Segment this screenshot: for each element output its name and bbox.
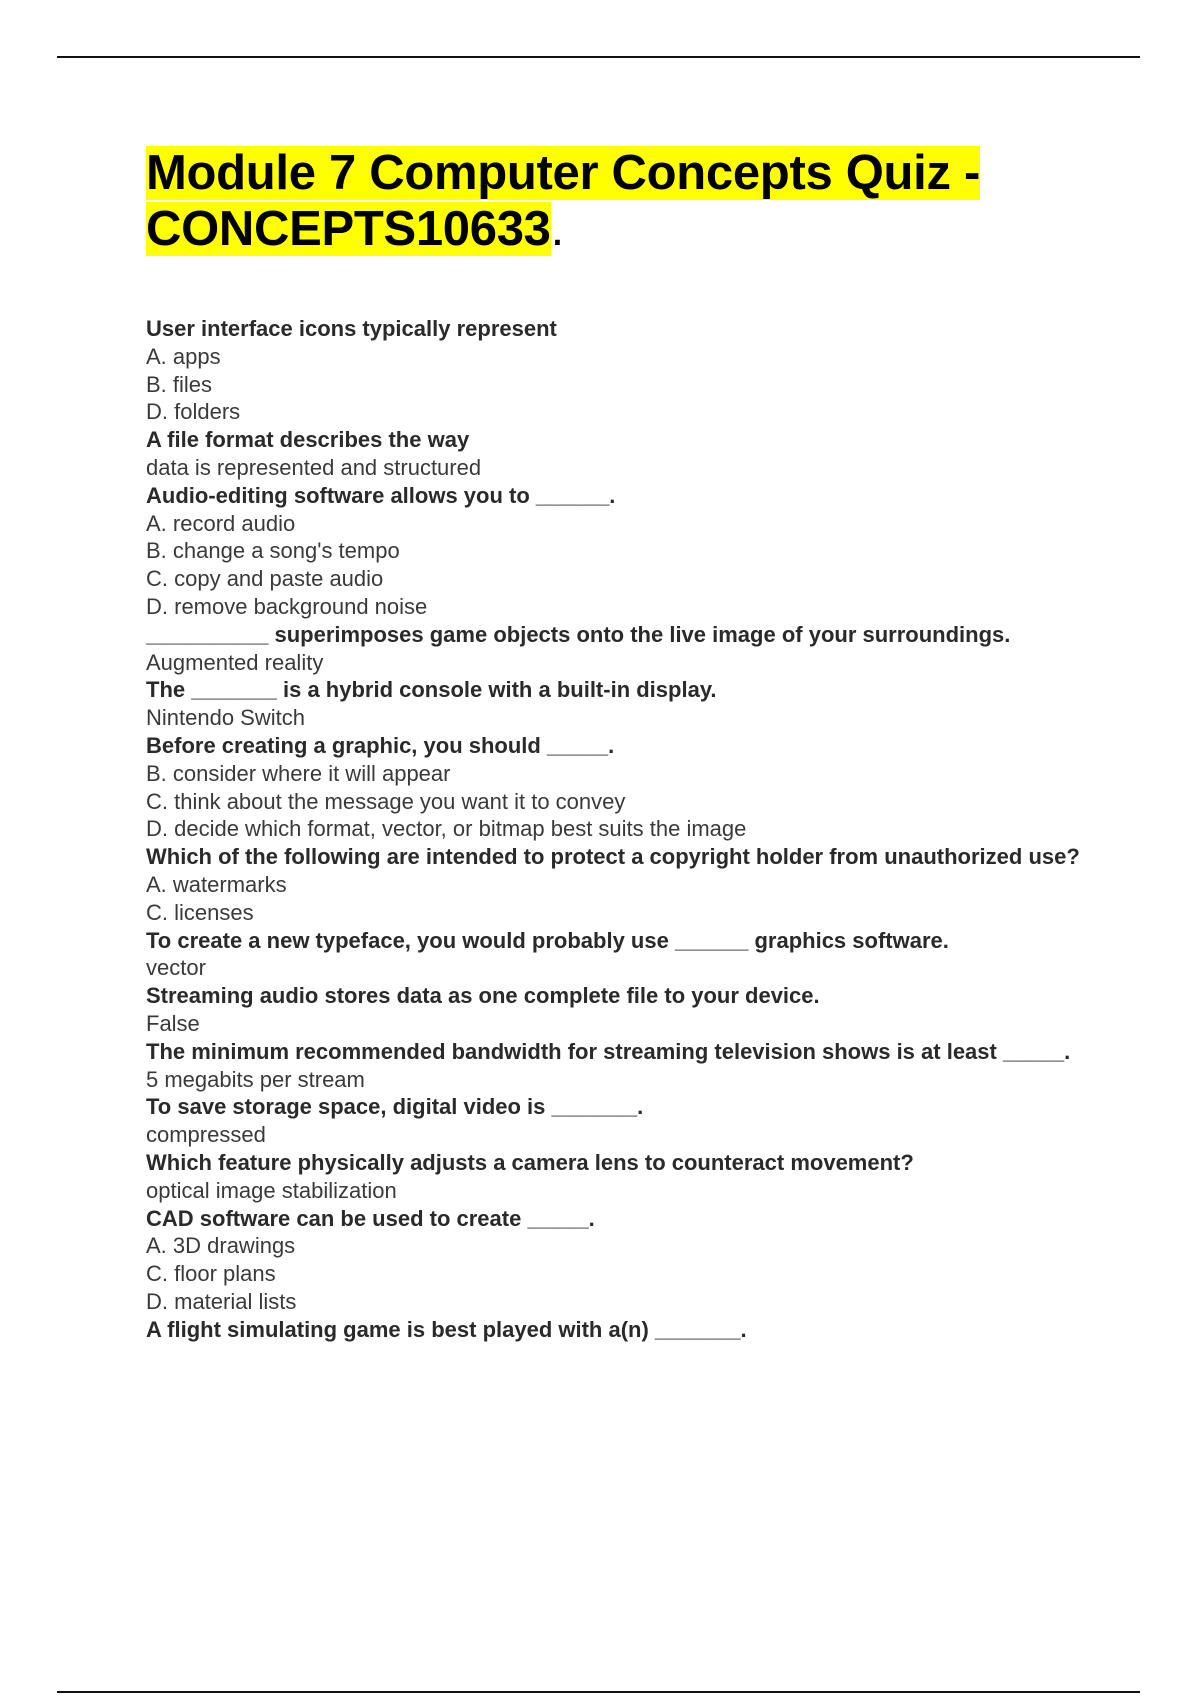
question: __________ superimposes game objects onto the live image of your surroundings.	[146, 621, 1011, 647]
answer: vector	[146, 955, 206, 981]
title-line-1: Module 7 Computer Concepts Quiz -	[146, 146, 981, 200]
question: The minimum recommended bandwidth for streaming television shows is at least _____.	[146, 1038, 1071, 1064]
answer: A. 3D drawings	[146, 1233, 296, 1259]
answer: C. think about the message you want it to convey	[146, 788, 626, 814]
question: Before creating a graphic, you should _____.	[146, 732, 615, 758]
question: A file format describes the way	[146, 427, 470, 453]
answer: C. licenses	[146, 899, 254, 925]
answer: B. change a song's tempo	[146, 538, 400, 564]
question: Audio-editing software allows you to ______.	[146, 482, 616, 508]
answer: data is represented and structured	[146, 454, 482, 480]
title-trailing: .	[550, 202, 564, 256]
top-rule	[57, 56, 1140, 58]
bottom-rule	[57, 1691, 1140, 1693]
answer: B. consider where it will appear	[146, 760, 451, 786]
answer: 5 megabits per stream	[146, 1066, 365, 1092]
question: User interface icons typically represent	[146, 316, 557, 341]
answer: A. watermarks	[146, 871, 287, 897]
answer: D. remove background noise	[146, 593, 428, 619]
question: To save storage space, digital video is _______.	[146, 1094, 644, 1120]
question: The _______ is a hybrid console with a built-in display.	[146, 677, 717, 703]
question: Which of the following are intended to protect a copyright holder from unauthorized use?	[146, 844, 1080, 870]
title-line-2: CONCEPTS10633	[146, 202, 551, 256]
answer: C. copy and paste audio	[146, 566, 384, 592]
answer: D. folders	[146, 399, 241, 425]
answer: optical image stabilization	[146, 1177, 397, 1203]
answer: D. material lists	[146, 1288, 297, 1314]
answer: Augmented reality	[146, 649, 324, 675]
answer: A. record audio	[146, 510, 296, 536]
question: Which feature physically adjusts a camera lens to counteract movement?	[146, 1149, 914, 1175]
answer: D. decide which format, vector, or bitmap best suits the image	[146, 816, 747, 842]
answer: B. files	[146, 371, 213, 397]
answer: False	[146, 1010, 200, 1036]
answer: A. apps	[146, 343, 221, 369]
answer: compressed	[146, 1122, 266, 1148]
question: Streaming audio stores data as one complete file to your device.	[146, 983, 820, 1009]
quiz-content	[146, 315, 1091, 1343]
page-title	[146, 145, 980, 257]
question: CAD software can be used to create _____.	[146, 1205, 595, 1231]
answer: C. floor plans	[146, 1261, 276, 1287]
question: To create a new typeface, you would probably use ______ graphics software.	[146, 927, 949, 953]
question: A flight simulating game is best played with a(n) _______.	[146, 1316, 747, 1342]
answer: Nintendo Switch	[146, 705, 305, 731]
